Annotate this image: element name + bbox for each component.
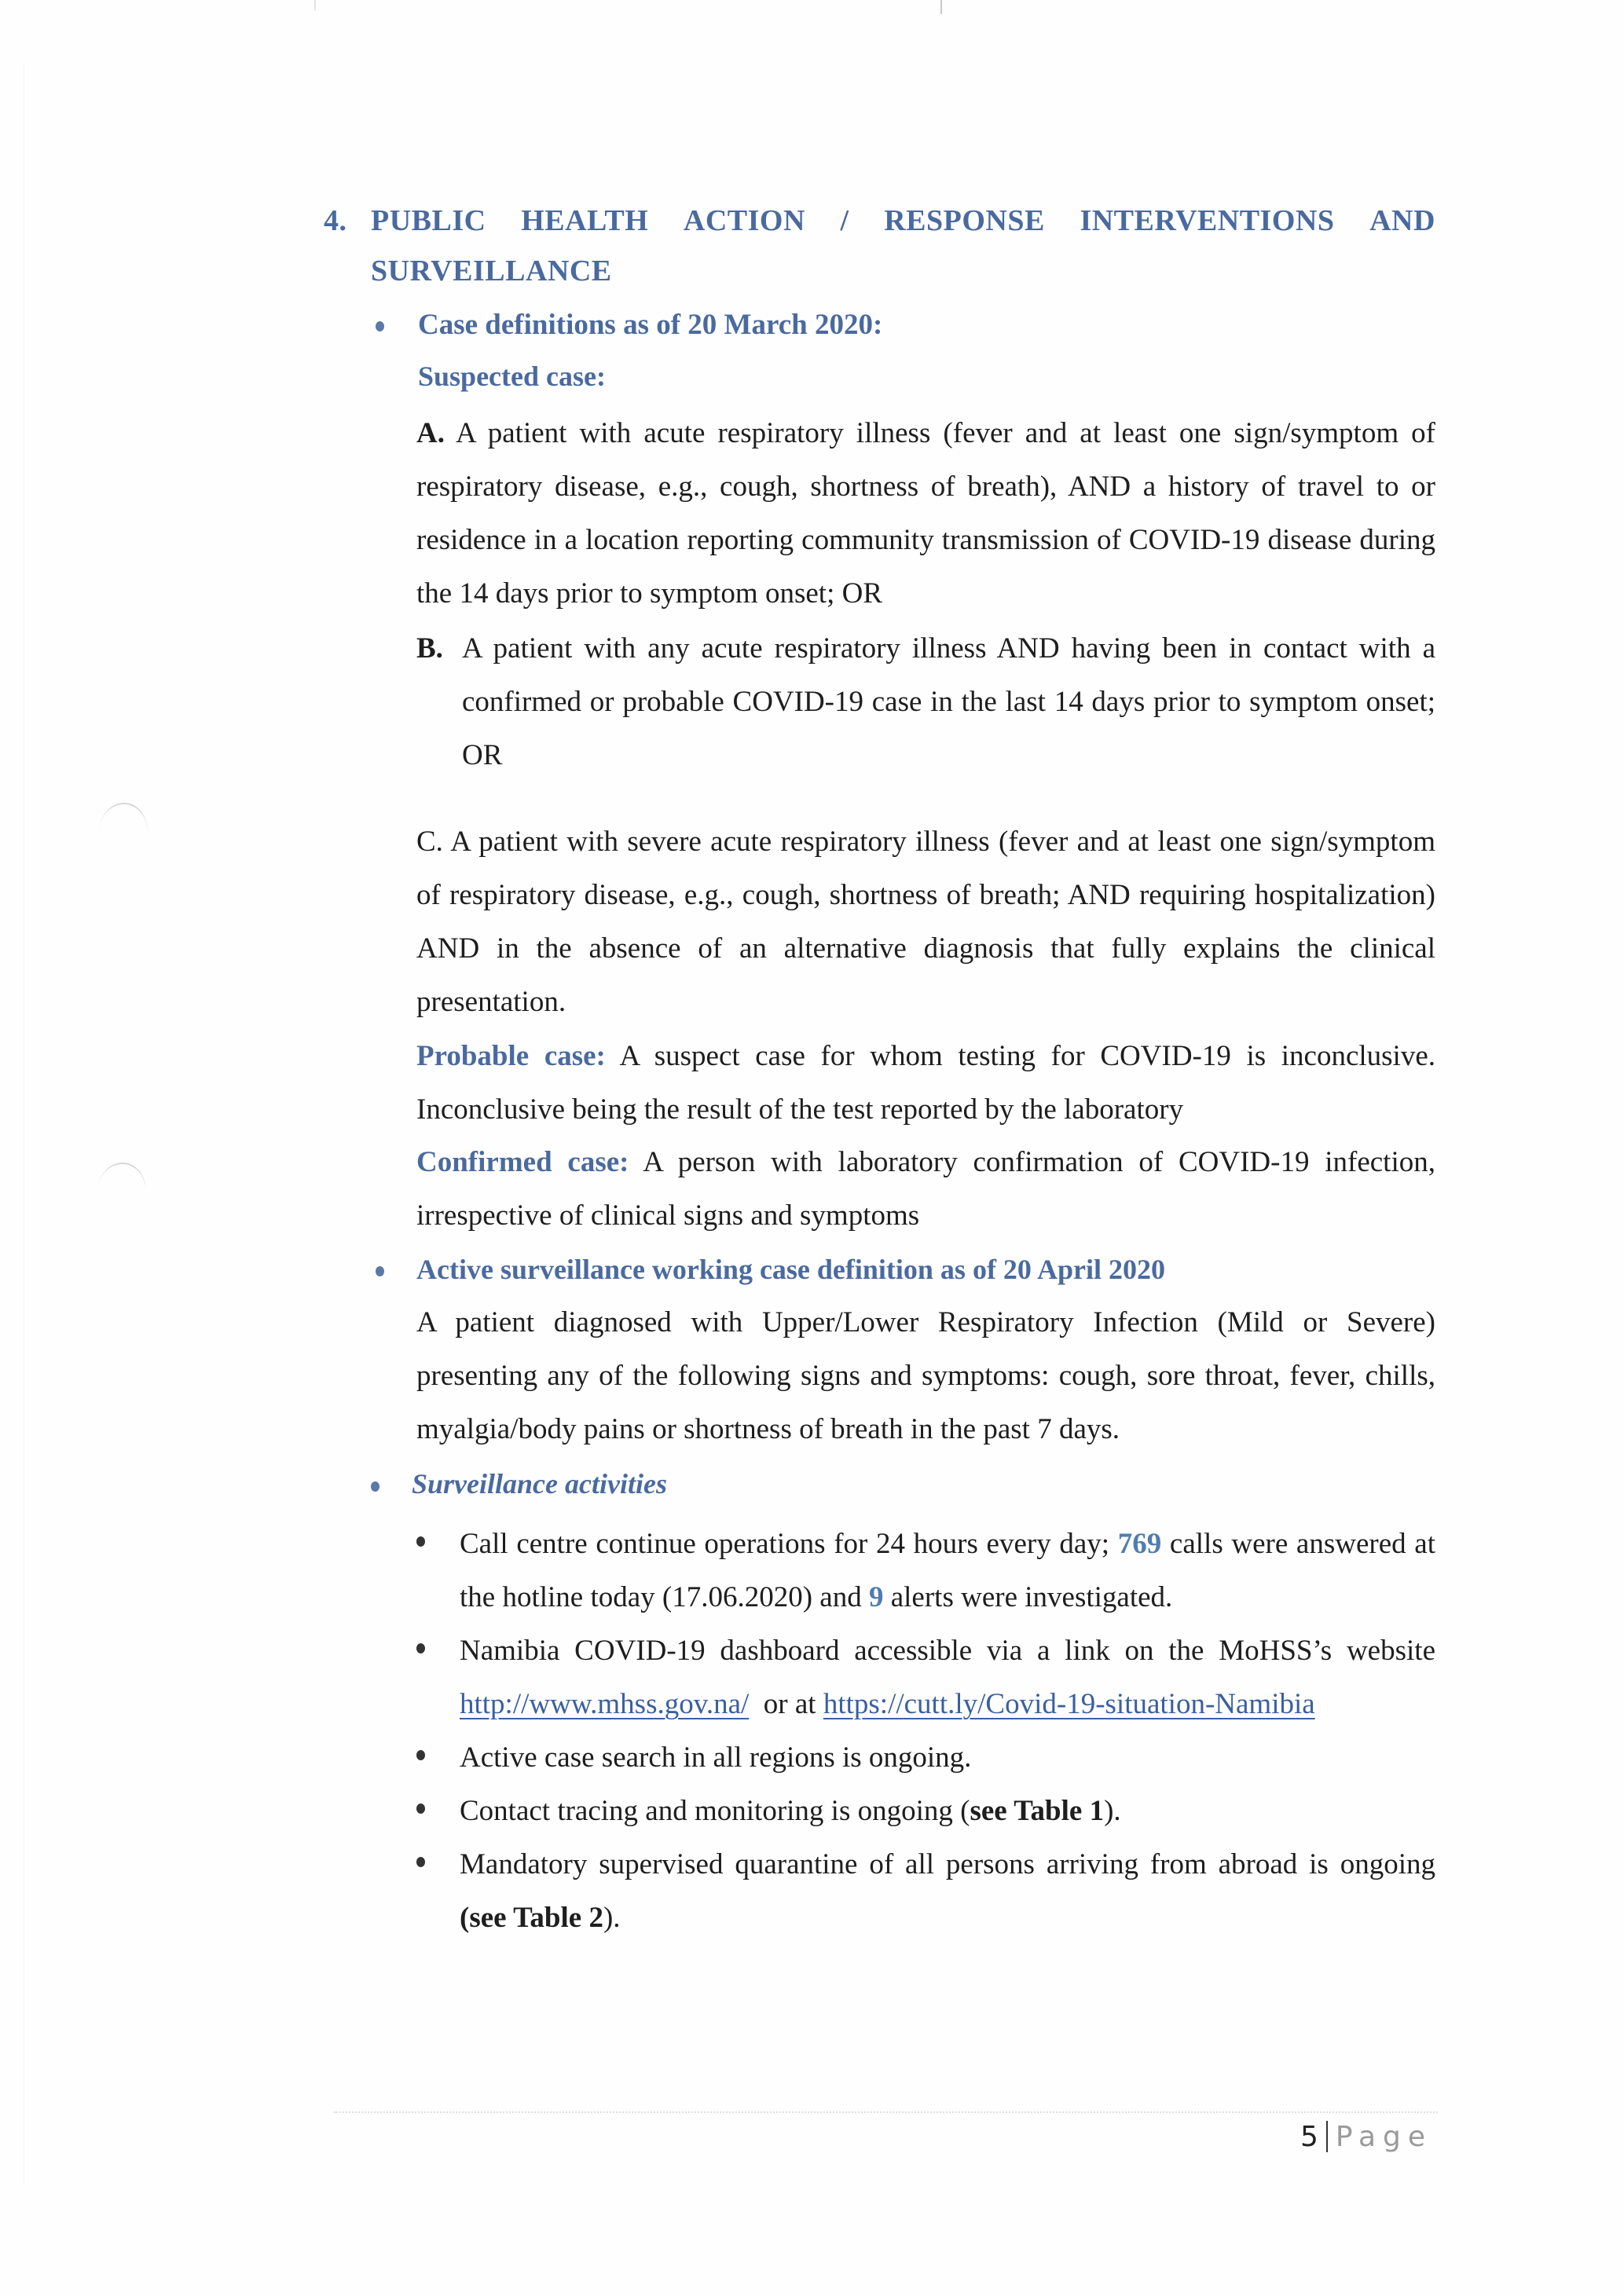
contact-tracing-text: Contact tracing and monitoring is ongoing ( — [460, 1795, 970, 1827]
call-centre-item — [460, 1518, 1435, 1624]
punch-hole-mark — [97, 1159, 150, 1196]
table-2-reference: see Table 2 — [469, 1902, 603, 1934]
mhss-website-link[interactable]: http://www.mhss.gov.na/ — [460, 1688, 750, 1720]
probable-case — [416, 1030, 1435, 1137]
bullet-icon — [376, 1266, 384, 1276]
bullet-icon — [416, 1643, 425, 1653]
dashboard-item — [460, 1624, 1435, 1731]
dashboard-connector: or at — [749, 1688, 823, 1720]
table-1-reference: see Table 1 — [970, 1795, 1105, 1827]
title-word: HEALTH — [521, 204, 649, 237]
dashboard-link[interactable]: https://cutt.ly/Covid-19-situation-Namibia — [823, 1688, 1315, 1720]
confirmed-case-text: A person with laboratory confirmation of COVID-19 infection, irrespective of clinical signs and symptoms — [416, 1146, 1435, 1232]
call-centre-text: Call centre continue operations for 24 hours every day; — [460, 1528, 1118, 1560]
bullet-icon — [376, 321, 384, 331]
title-word: / — [840, 204, 849, 237]
dashboard-text: Namibia COVID-19 dashboard accessible via a link on the MoHSS’s website — [460, 1635, 1435, 1667]
section-title-line2: SURVEILLANCE — [371, 255, 612, 287]
confirmed-case-label: Confirmed case: — [416, 1146, 629, 1178]
footer-divider — [334, 2111, 1438, 2113]
active-surveillance-heading: Active surveillance working case definition as of 20 April 2020 — [416, 1254, 1165, 1285]
definition-c-marker: C. — [416, 826, 443, 858]
calls-answered-count: 769 — [1117, 1528, 1162, 1560]
active-surveillance-text: A patient diagnosed with Upper/Lower Respiratory Infection (Mild or Severe) presenting any of the following signs and symptoms: cough, sore throat, fever, chills, myalgia/body pains or shortness of breath in the past 7 days. — [416, 1306, 1435, 1445]
page-label: Page — [1335, 2121, 1433, 2153]
bullet-icon — [416, 1857, 425, 1867]
confirmed-case — [416, 1136, 1435, 1243]
title-word: INTERVENTIONS — [1080, 204, 1335, 237]
page-number — [1300, 2121, 1432, 2153]
page-number-separator — [1326, 2121, 1328, 2152]
scan-mark — [940, 0, 942, 14]
alerts-investigated-count: 9 — [868, 1581, 884, 1613]
definition-c-text: A patient with severe acute respiratory illness (fever and at least one sign/symptom of respiratory disease, e.g., cough, shortness of breath; AND requiring hospitalization) AND in the absence of an alternative diagnosis that fully explains the clinical presentation. — [416, 826, 1435, 1018]
bullet-icon — [416, 1750, 425, 1760]
definition-b-marker: B. — [416, 632, 443, 665]
call-centre-text: calls were answered at the hotline today (17.06.2020) and — [460, 1528, 1435, 1613]
contact-tracing-item — [460, 1785, 1121, 1838]
section-title-line1 — [371, 206, 1435, 236]
title-word: RESPONSE — [884, 204, 1045, 237]
definition-a — [416, 407, 1435, 621]
quarantine-item — [460, 1838, 1435, 1945]
definition-b-text: A patient with any acute respiratory illness AND having been in contact with a confirmed or probable COVID-19 case in the last 14 days prior to symptom onset; OR — [462, 632, 1435, 771]
probable-case-text: A suspect case for whom testing for COVID-19 is inconclusive. Inconclusive being the result of the test reported by the laboratory — [416, 1040, 1436, 1126]
definition-c — [416, 815, 1435, 1029]
definition-a-marker: A. — [416, 417, 445, 449]
bullet-icon — [371, 1481, 379, 1492]
call-centre-text: alerts were investigated. — [883, 1581, 1173, 1613]
quarantine-end: ). — [603, 1902, 621, 1934]
title-word: ACTION — [683, 204, 805, 237]
contact-tracing-end: ). — [1104, 1795, 1121, 1827]
page-number-value: 5 — [1300, 2121, 1318, 2153]
definition-a-text: A patient with acute respiratory illness (fever and at least one sign/symptom of respiratory disease, e.g., cough, shortness of breath), AND a history of travel to or residence in a location reporting community transmission of COVID-19 disease during the 14 days prior to symptom onset; OR — [416, 417, 1435, 610]
surveillance-activities-heading: Surveillance activities — [412, 1468, 667, 1500]
title-word: AND — [1369, 204, 1435, 237]
quarantine-paren: ( — [460, 1902, 470, 1934]
case-definitions-heading: Case definitions as of 20 March 2020: — [418, 309, 883, 341]
active-case-search-item: Active case search in all regions is ongoing. — [460, 1741, 972, 1774]
section-number: 4. — [324, 204, 347, 237]
bullet-icon — [416, 1803, 425, 1814]
quarantine-text: Mandatory supervised quarantine of all persons arriving from abroad is ongoing — [460, 1848, 1435, 1880]
title-word: PUBLIC — [371, 204, 486, 237]
suspected-case-label: Suspected case: — [418, 361, 606, 392]
punch-hole-mark — [99, 800, 152, 836]
probable-case-label: Probable case: — [416, 1040, 606, 1072]
bullet-icon — [416, 1536, 425, 1547]
scan-mark — [314, 0, 316, 11]
